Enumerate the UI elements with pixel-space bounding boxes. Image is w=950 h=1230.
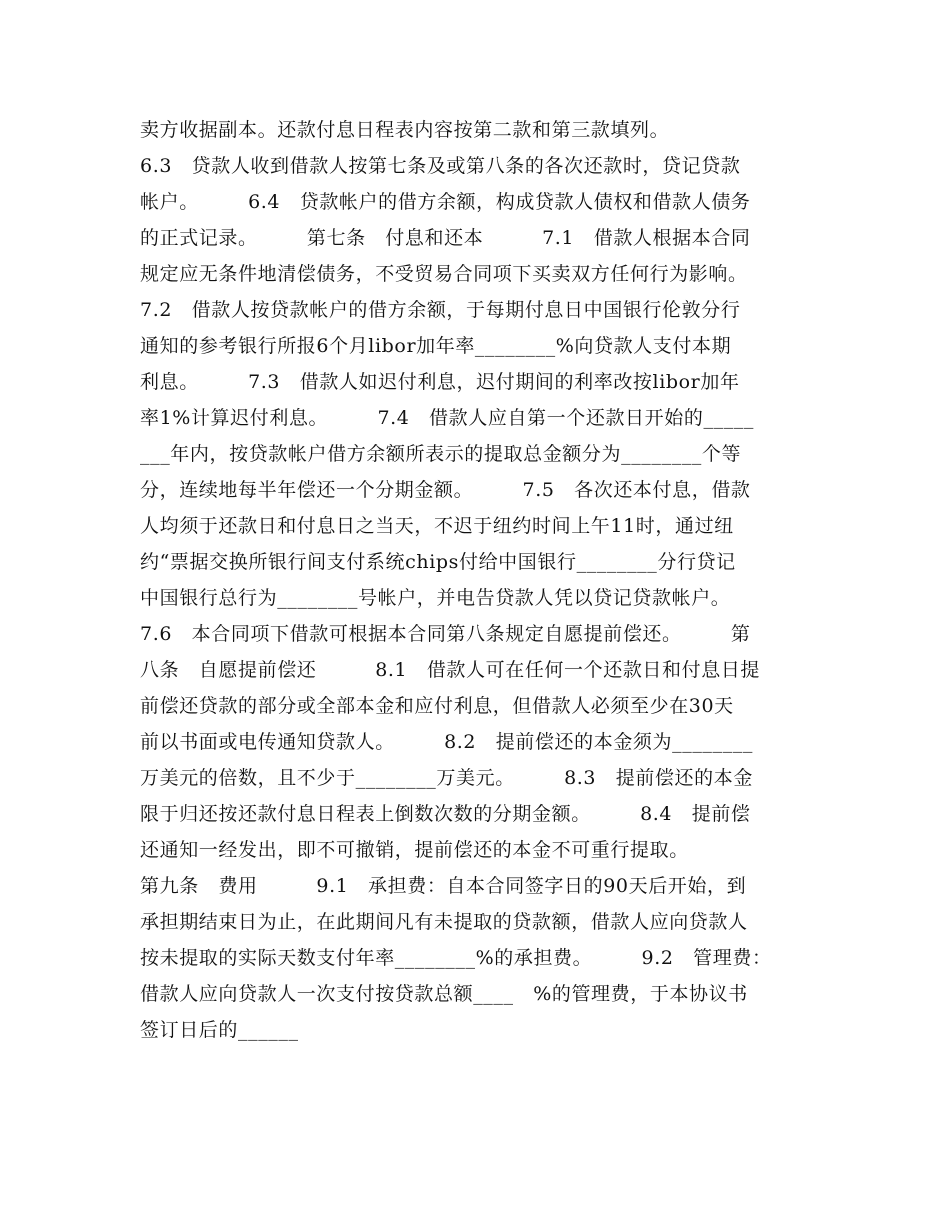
text-line: 承担期结束日为止，在此期间凡有未提取的贷款额，借款人应向贷款人 bbox=[140, 911, 748, 933]
contract-text-body bbox=[140, 112, 815, 1048]
text-line: 借款人应向贷款人一次支付按贷款总额____ %的管理费，于本协议书 bbox=[140, 983, 748, 1005]
text-line: 7.2 借款人按贷款帐户的借方余额，于每期付息日中国银行伦敦分行 bbox=[140, 299, 741, 321]
text-line: 6.3 贷款人收到借款人按第七条及或第八条的各次还款时，贷记贷款 bbox=[140, 155, 741, 177]
text-line: 通知的参考银行所报6个月libor加年率________%向贷款人支付本期 bbox=[140, 335, 732, 357]
text-line: 帐户。 6.4 贷款帐户的借方余额，构成贷款人债权和借款人债务 bbox=[140, 191, 751, 213]
text-line: 前偿还贷款的部分或全部本金和应付利息，但借款人必须至少在30天 bbox=[140, 695, 734, 717]
text-line: 约“票据交换所银行间支付系统chips付给中国银行________分行贷记 bbox=[140, 551, 736, 573]
text-line: 中国银行总行为________号帐户，并电告贷款人凭以贷记贷款帐户。 bbox=[140, 587, 731, 609]
text-line: 还通知一经发出，即不可撤销，提前偿还的本金不可重行提取。 bbox=[140, 839, 689, 861]
text-line: ___年内，按贷款帐户借方余额所表示的提取总金额分为________个等 bbox=[140, 443, 742, 465]
text-line: 率1%计算迟付利息。 7.4 借款人应自第一个还款日开始的_____ bbox=[140, 407, 754, 429]
text-line: 卖方收据副本。还款付息日程表内容按第二款和第三款填列。 bbox=[140, 119, 670, 141]
text-line: 利息。 7.3 借款人如迟付利息，迟付期间的利率改按libor加年 bbox=[140, 371, 740, 393]
text-line: 7.6 本合同项下借款可根据本合同第八条规定自愿提前偿还。 第 bbox=[140, 623, 751, 645]
text-line: 第九条 费用 9.1 承担费：自本合同签字日的90天后开始，到 bbox=[140, 875, 747, 897]
text-line: 人均须于还款日和付息日之当天，不迟于纽约时间上午11时，通过纽 bbox=[140, 515, 734, 537]
text-line: 万美元的倍数，且不少于________万美元。 8.3 提前偿还的本金 bbox=[140, 767, 753, 789]
text-line: 分，连续地每半年偿还一个分期金额。 7.5 各次还本付息，借款 bbox=[140, 479, 751, 501]
text-line: 规定应无条件地清偿债务，不受贸易合同项下买卖双方任何行为影响。 bbox=[140, 263, 748, 285]
text-line: 八条 自愿提前偿还 8.1 借款人可在任何一个还款日和付息日提 bbox=[140, 659, 761, 681]
text-line: 限于归还按还款付息日程表上倒数次数的分期金额。 8.4 提前偿 bbox=[140, 803, 751, 825]
text-line: 签订日后的______ bbox=[140, 1019, 299, 1041]
text-line: 的正式记录。 第七条 付息和还本 7.1 借款人根据本合同 bbox=[140, 227, 751, 249]
text-line: 前以书面或电传通知贷款人。 8.2 提前偿还的本金须为________ bbox=[140, 731, 753, 753]
text-line: 按未提取的实际天数支付年率________%的承担费。 9.2 管理费： bbox=[140, 947, 772, 969]
